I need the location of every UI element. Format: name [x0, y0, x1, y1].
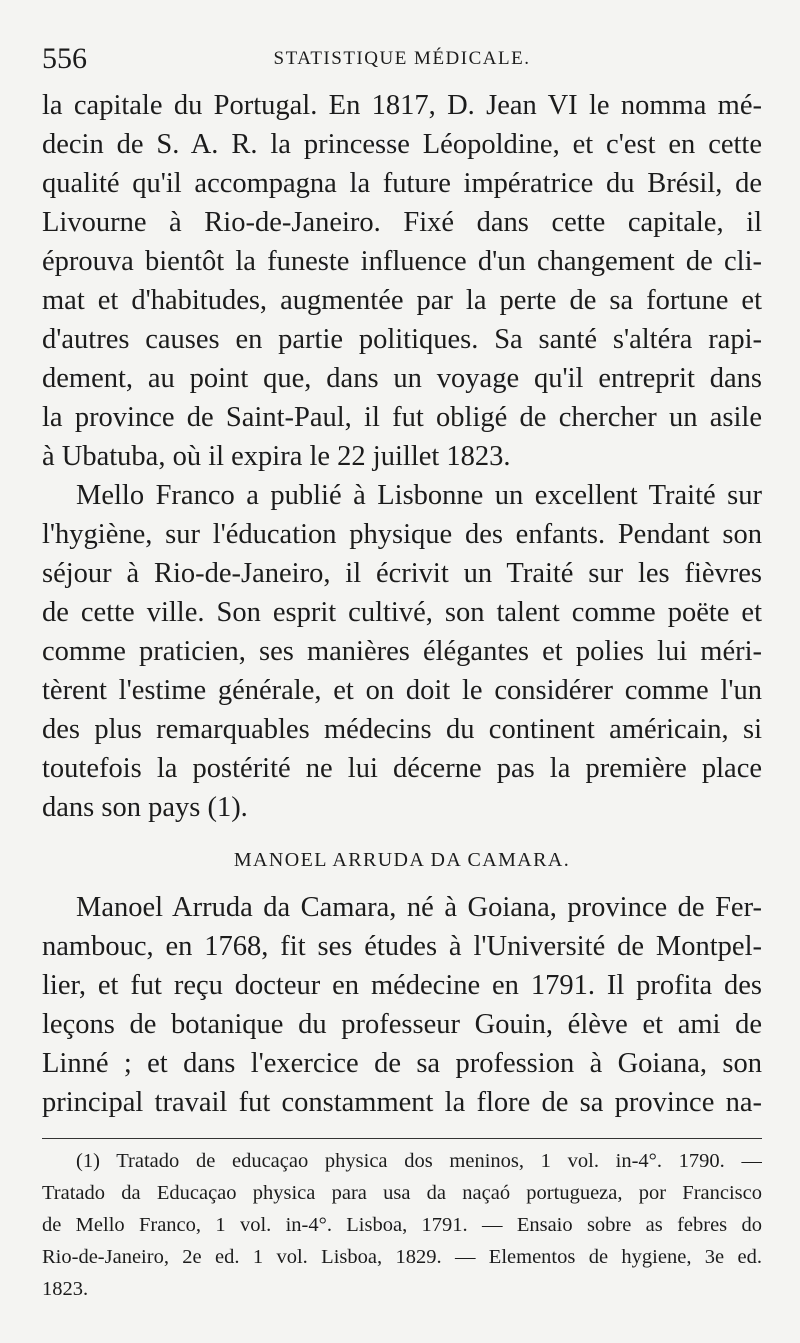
text-line: principal travail fut constamment la flore de sa province na-: [42, 1087, 762, 1118]
text-line: Mello Franco a publié à Lisbonne un excellent Traité sur: [76, 480, 762, 511]
text-line: lier, et fut reçu docteur en médecine en 1791. Il profita des: [42, 970, 762, 1001]
text-line: séjour à Rio-de-Janeiro, il écrivit un Traité sur les fièvres: [42, 558, 762, 589]
text-line: la province de Saint-Paul, il fut obligé de chercher un asile: [42, 402, 762, 433]
paragraph-1: [42, 86, 762, 476]
footnote-line: Rio-de-Janeiro, 2e ed. 1 vol. Lisboa, 1829. — Elementos de hygiene, 3e ed.: [42, 1246, 762, 1268]
section-heading: MANOEL ARRUDA DA CAMARA.: [233, 849, 571, 871]
paragraph-3: [42, 888, 762, 1122]
page-number: 556: [42, 42, 87, 75]
footnote: [42, 1145, 762, 1305]
text-line: mat et d'habitudes, augmentée par la perte de sa fortune et: [42, 285, 762, 316]
text-line: dement, au point que, dans un voyage qu'il entreprit dans: [42, 363, 762, 394]
footnote-line: de Mello Franco, 1 vol. in-4°. Lisboa, 1791. — Ensaio sobre as febres do: [42, 1214, 762, 1236]
running-title: STATISTIQUE MÉDICALE.: [273, 48, 531, 69]
body-text: [42, 86, 762, 1305]
text-line: à Ubatuba, où il expira le 22 juillet 1823.: [42, 441, 511, 472]
text-line: dans son pays (1).: [42, 792, 248, 823]
text-line: toutefois la postérité ne lui décerne pas la première place: [42, 753, 762, 784]
text-line: la capitale du Portugal. En 1817, D. Jean VI le nomma mé-: [42, 90, 762, 121]
text-line: nambouc, en 1768, fit ses études à l'Université de Montpel-: [42, 931, 762, 962]
footnote-line: (1) Tratado de educaçao physica dos meninos, 1 vol. in-4°. 1790. —: [76, 1150, 762, 1172]
text-line: leçons de botanique du professeur Gouin, élève et ami de: [42, 1009, 762, 1040]
text-line: qualité qu'il accompagna la future impératrice du Brésil, de: [42, 168, 762, 199]
text-line: decin de S. A. R. la princesse Léopoldine, et c'est en cette: [42, 129, 762, 160]
text-line: des plus remarquables médecins du continent américain, si: [42, 714, 762, 745]
text-line: Livourne à Rio-de-Janeiro. Fixé dans cette capitale, il: [42, 207, 762, 238]
text-line: éprouva bientôt la funeste influence d'un changement de cli-: [42, 246, 762, 277]
text-line: Manoel Arruda da Camara, né à Goiana, province de Fer-: [76, 892, 762, 923]
text-line: tèrent l'estime générale, et on doit le considérer comme l'un: [42, 675, 762, 706]
text-line: Linné ; et dans l'exercice de sa profession à Goiana, son: [42, 1048, 762, 1079]
page-header: [42, 42, 762, 82]
paragraph-2: [42, 476, 762, 827]
footnote-line: 1823.: [42, 1278, 89, 1300]
footnote-line: Tratado da Educaçao physica para usa da naçaó portugueza, por Francisco: [42, 1182, 762, 1204]
text-line: l'hygiène, sur l'éducation physique des enfants. Pendant son: [42, 519, 762, 550]
text-line: comme praticien, ses manières élégantes et polies lui méri-: [42, 636, 762, 667]
footnote-divider: [42, 1138, 762, 1139]
text-line: de cette ville. Son esprit cultivé, son talent comme poëte et: [42, 597, 762, 628]
text-line: d'autres causes en partie politiques. Sa santé s'altéra rapi-: [42, 324, 762, 355]
